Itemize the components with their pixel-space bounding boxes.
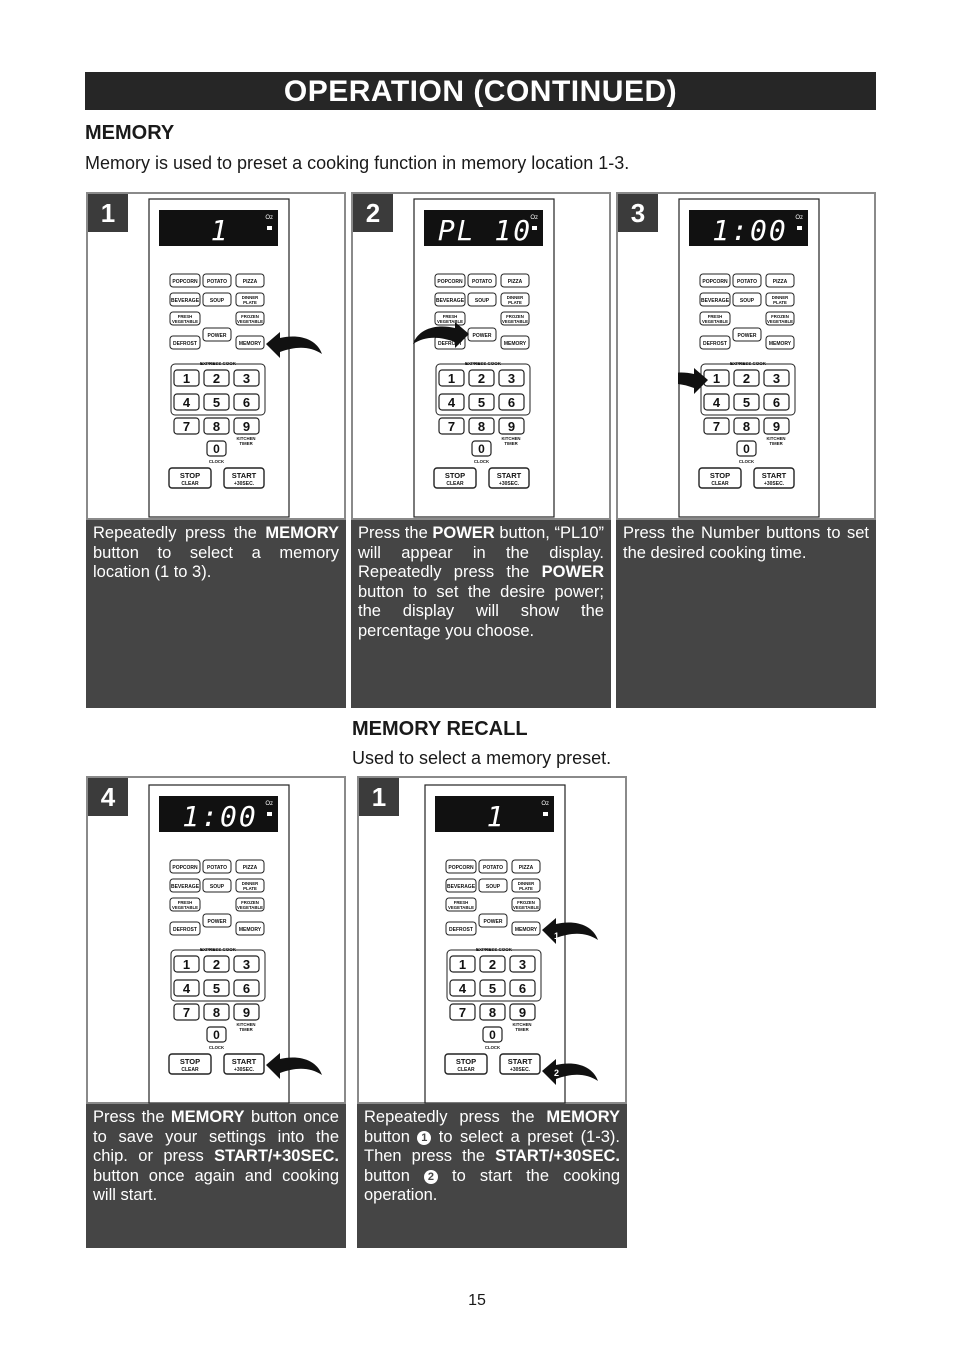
power-key-label: POWER bbox=[207, 919, 227, 925]
desc-text: to select a preset (1-3). Then press the bbox=[364, 1127, 620, 1165]
digit-key-label: 0 bbox=[213, 442, 220, 456]
digit-key-label: 7 bbox=[712, 419, 721, 434]
digit-key-label: 1 bbox=[182, 371, 191, 386]
kitchen-timer-label: TIMER bbox=[239, 441, 253, 446]
digit-key-label: 2 bbox=[488, 957, 497, 972]
memory-key-label: MEMORY bbox=[768, 341, 792, 347]
digit-key-label: 8 bbox=[212, 1005, 221, 1020]
fresh-vegetable-key-label: FRESH bbox=[442, 314, 458, 319]
step-2-panel bbox=[351, 192, 611, 520]
display-indicator-icon bbox=[267, 226, 272, 230]
desc-text: button bbox=[364, 1166, 424, 1185]
soup-key-label: SOUP bbox=[209, 298, 225, 304]
digit-key-label: 3 bbox=[242, 371, 251, 386]
page-title: OPERATION (CONTINUED) bbox=[85, 72, 876, 110]
control-panel-illustration bbox=[424, 784, 629, 1104]
digit-key-label: 2 bbox=[477, 371, 486, 386]
frozen-vegetable-key-label: VEGETABLE bbox=[767, 319, 793, 324]
dinner-plate-key-label: PLATE bbox=[519, 886, 533, 891]
desc-text: Press the bbox=[358, 524, 433, 542]
digit-key-label: 8 bbox=[477, 419, 486, 434]
kitchen-timer-label: KITCHEN bbox=[501, 436, 521, 441]
digit-key-label: 5 bbox=[212, 981, 221, 996]
digit-key-label: 4 bbox=[182, 395, 191, 410]
digit-key-label: 1 bbox=[447, 371, 456, 386]
control-panel-illustration bbox=[148, 784, 348, 1104]
marker-1-icon: 1 bbox=[417, 1131, 431, 1145]
digit-key-label: 5 bbox=[488, 981, 497, 996]
desc-keyword: POWER bbox=[541, 563, 604, 581]
frozen-vegetable-key-label: VEGETABLE bbox=[513, 905, 539, 910]
clock-label: CLOCK bbox=[484, 1045, 501, 1050]
power-key-label: POWER bbox=[207, 333, 227, 339]
dinner-plate-key-label: DINNER bbox=[241, 881, 259, 886]
power-key-label: POWER bbox=[472, 333, 492, 339]
digit-key-label: 2 bbox=[212, 371, 221, 386]
digit-key-label: 4 bbox=[712, 395, 721, 410]
desc-text: button to set the desire power; the display will show the percentage you choose. bbox=[358, 582, 604, 640]
start-label: START bbox=[231, 471, 257, 480]
memory-heading: MEMORY bbox=[85, 122, 175, 144]
desc-keyword: START/+30SEC. bbox=[495, 1147, 620, 1165]
potato-key-label: POTATO bbox=[472, 279, 492, 285]
display-unit: Oz bbox=[795, 215, 803, 221]
digit-key-label: 2 bbox=[742, 371, 751, 386]
clear-label: CLEAR bbox=[181, 481, 199, 487]
soup-key-label: SOUP bbox=[474, 298, 490, 304]
digit-key-label: 6 bbox=[242, 981, 251, 996]
start-label: START bbox=[507, 1057, 533, 1066]
desc-text: Repeatedly press the bbox=[364, 1108, 547, 1126]
clock-label: CLOCK bbox=[208, 459, 225, 464]
beverage-key-label: BEVERAGE bbox=[446, 884, 476, 890]
clock-label: CLOCK bbox=[473, 459, 490, 464]
display-readout: PL 10 bbox=[437, 214, 533, 247]
display-indicator-icon bbox=[797, 226, 802, 230]
digit-key-label: 1 bbox=[458, 957, 467, 972]
digit-key-label: 6 bbox=[507, 395, 516, 410]
digit-key-label: 0 bbox=[489, 1028, 496, 1042]
desc-text: to start the cooking operation. bbox=[364, 1166, 620, 1204]
beverage-key-label: BEVERAGE bbox=[700, 298, 730, 304]
digit-key-label: 2 bbox=[212, 957, 221, 972]
digit-key-label: 7 bbox=[447, 419, 456, 434]
kitchen-timer-label: KITCHEN bbox=[766, 436, 786, 441]
digit-key-label: 1 bbox=[712, 371, 721, 386]
desc-text: button to select a memory location (1 to 3). bbox=[93, 543, 339, 581]
page-number: 15 bbox=[468, 1292, 486, 1309]
defrost-key-label: DEFROST bbox=[173, 341, 197, 347]
beverage-key-label: BEVERAGE bbox=[170, 298, 200, 304]
digit-key-label: 6 bbox=[242, 395, 251, 410]
display-readout: 1:00 bbox=[182, 800, 258, 833]
stop-label: STOP bbox=[455, 1057, 477, 1066]
digit-key-label: 3 bbox=[518, 957, 527, 972]
fresh-vegetable-key-label: VEGETABLE bbox=[172, 319, 198, 324]
express-cook-label: EXPRESS COOK bbox=[199, 947, 237, 952]
stop-label: STOP bbox=[179, 1057, 201, 1066]
soup-key-label: SOUP bbox=[739, 298, 755, 304]
pizza-key-label: PIZZA bbox=[772, 279, 788, 285]
digit-key-label: 4 bbox=[447, 395, 456, 410]
control-panel bbox=[149, 199, 289, 517]
digit-key-label: 4 bbox=[458, 981, 467, 996]
popcorn-key-label: POPCORN bbox=[448, 865, 474, 871]
step-number: 2 bbox=[353, 194, 393, 232]
step-number: 3 bbox=[618, 194, 658, 232]
display-unit: Oz bbox=[265, 801, 273, 807]
digit-key-label: 9 bbox=[772, 419, 781, 434]
start-label: START bbox=[231, 1057, 257, 1066]
step-1-description bbox=[86, 520, 346, 708]
express-cook-label: EXPRESS COOK bbox=[729, 361, 767, 366]
control-panel-illustration bbox=[413, 198, 613, 518]
recall-step-1-description bbox=[357, 1104, 627, 1248]
clear-label: CLEAR bbox=[711, 481, 729, 487]
stop-label: STOP bbox=[179, 471, 201, 480]
desc-keyword: MEMORY bbox=[265, 524, 339, 542]
memory-intro: Memory is used to preset a cooking function in memory location 1-3. bbox=[85, 153, 630, 173]
start-sub-label: +30SEC. bbox=[509, 1067, 531, 1073]
display-readout: 1 bbox=[210, 214, 230, 247]
memory-key-label: MEMORY bbox=[503, 341, 527, 347]
control-panel-illustration bbox=[678, 198, 878, 518]
marker-1-label: 1 bbox=[554, 931, 560, 941]
frozen-vegetable-key-label: VEGETABLE bbox=[502, 319, 528, 324]
dinner-plate-key-label: PLATE bbox=[508, 300, 522, 305]
potato-key-label: POTATO bbox=[737, 279, 757, 285]
step-1-panel bbox=[86, 192, 346, 520]
display-readout: 1 bbox=[486, 800, 506, 833]
desc-text: Repeatedly press the bbox=[93, 524, 266, 542]
soup-key-label: SOUP bbox=[209, 884, 225, 890]
desc-keyword: MEMORY bbox=[546, 1108, 620, 1126]
fresh-vegetable-key-label: FRESH bbox=[177, 314, 193, 319]
digit-key-label: 8 bbox=[742, 419, 751, 434]
frozen-vegetable-key-label: FROZEN bbox=[241, 900, 259, 905]
power-key-label: POWER bbox=[737, 333, 757, 339]
pizza-key-label: PIZZA bbox=[518, 865, 534, 871]
express-cook-label: EXPRESS COOK bbox=[199, 361, 237, 366]
fresh-vegetable-key-label: VEGETABLE bbox=[172, 905, 198, 910]
defrost-key-label: DEFROST bbox=[703, 341, 727, 347]
desc-keyword: POWER bbox=[432, 524, 495, 542]
frozen-vegetable-key-label: VEGETABLE bbox=[237, 319, 263, 324]
desc-text: Press the bbox=[93, 1108, 171, 1126]
desc-text: button, “PL10” will appear in the display. Repeatedly press the bbox=[358, 524, 604, 581]
digit-key-label: 9 bbox=[507, 419, 516, 434]
potato-key-label: POTATO bbox=[207, 865, 227, 871]
clock-label: CLOCK bbox=[208, 1045, 225, 1050]
marker-2-label: 2 bbox=[554, 1068, 560, 1078]
fresh-vegetable-key-label: FRESH bbox=[707, 314, 723, 319]
defrost-key-label: DEFROST bbox=[173, 927, 197, 933]
display-indicator-icon bbox=[543, 812, 548, 816]
digit-key-label: 7 bbox=[182, 1005, 191, 1020]
popcorn-key-label: POPCORN bbox=[172, 865, 198, 871]
clear-label: CLEAR bbox=[446, 481, 464, 487]
beverage-key-label: BEVERAGE bbox=[435, 298, 465, 304]
start-sub-label: +30SEC. bbox=[763, 481, 785, 487]
memory-key-label: MEMORY bbox=[514, 927, 538, 933]
frozen-vegetable-key-label: VEGETABLE bbox=[237, 905, 263, 910]
step-number: 1 bbox=[359, 778, 399, 816]
desc-text: Press the Number buttons to set the desired cooking time. bbox=[623, 524, 869, 562]
kitchen-timer-label: KITCHEN bbox=[236, 436, 256, 441]
fresh-vegetable-key-label: VEGETABLE bbox=[448, 905, 474, 910]
kitchen-timer-label: KITCHEN bbox=[236, 1022, 256, 1027]
control-panel bbox=[414, 199, 554, 517]
express-cook-label: EXPRESS COOK bbox=[475, 947, 513, 952]
dinner-plate-key-label: PLATE bbox=[243, 300, 257, 305]
defrost-key-label: DEFROST bbox=[438, 341, 462, 347]
kitchen-timer-label: TIMER bbox=[504, 441, 518, 446]
dinner-plate-key-label: DINNER bbox=[506, 295, 524, 300]
frozen-vegetable-key-label: FROZEN bbox=[517, 900, 535, 905]
digit-key-label: 3 bbox=[772, 371, 781, 386]
stop-label: STOP bbox=[444, 471, 466, 480]
step-4-description bbox=[86, 1104, 346, 1248]
start-sub-label: +30SEC. bbox=[233, 1067, 255, 1073]
digit-key-label: 1 bbox=[182, 957, 191, 972]
marker-2-icon: 2 bbox=[424, 1170, 438, 1184]
step-number: 4 bbox=[88, 778, 128, 816]
digit-key-label: 5 bbox=[477, 395, 486, 410]
recall-step-1-panel bbox=[357, 776, 627, 1104]
clear-label: CLEAR bbox=[181, 1067, 199, 1073]
fresh-vegetable-key-label: FRESH bbox=[453, 900, 469, 905]
potato-key-label: POTATO bbox=[207, 279, 227, 285]
start-sub-label: +30SEC. bbox=[498, 481, 520, 487]
step-3-description bbox=[616, 520, 876, 708]
control-panel-illustration bbox=[148, 198, 348, 518]
digit-key-label: 5 bbox=[212, 395, 221, 410]
display-unit: Oz bbox=[541, 801, 549, 807]
display-unit: Oz bbox=[265, 215, 273, 221]
dinner-plate-key-label: PLATE bbox=[243, 886, 257, 891]
step-2-description bbox=[351, 520, 611, 708]
control-panel bbox=[425, 785, 565, 1103]
potato-key-label: POTATO bbox=[483, 865, 503, 871]
digit-key-label: 7 bbox=[458, 1005, 467, 1020]
digit-key-label: 8 bbox=[488, 1005, 497, 1020]
dinner-plate-key-label: DINNER bbox=[241, 295, 259, 300]
start-label: START bbox=[496, 471, 522, 480]
digit-key-label: 0 bbox=[478, 442, 485, 456]
kitchen-timer-label: TIMER bbox=[769, 441, 783, 446]
express-cook-label: EXPRESS COOK bbox=[464, 361, 502, 366]
digit-key-label: 9 bbox=[242, 1005, 251, 1020]
start-sub-label: +30SEC. bbox=[233, 481, 255, 487]
fresh-vegetable-key-label: FRESH bbox=[177, 900, 193, 905]
digit-key-label: 3 bbox=[507, 371, 516, 386]
digit-key-label: 6 bbox=[772, 395, 781, 410]
desc-keyword: START/+30SEC. bbox=[214, 1147, 339, 1165]
popcorn-key-label: POPCORN bbox=[702, 279, 728, 285]
kitchen-timer-label: KITCHEN bbox=[512, 1022, 532, 1027]
beverage-key-label: BEVERAGE bbox=[170, 884, 200, 890]
stop-label: STOP bbox=[709, 471, 731, 480]
fresh-vegetable-key-label: VEGETABLE bbox=[702, 319, 728, 324]
memory-recall-intro: Used to select a memory preset. bbox=[352, 748, 612, 768]
step-4-panel bbox=[86, 776, 346, 1104]
digit-key-label: 8 bbox=[212, 419, 221, 434]
dinner-plate-key-label: DINNER bbox=[771, 295, 789, 300]
display-readout: 1:00 bbox=[712, 214, 788, 247]
start-label: START bbox=[761, 471, 787, 480]
memory-key-label: MEMORY bbox=[238, 927, 262, 933]
kitchen-timer-label: TIMER bbox=[515, 1027, 529, 1032]
digit-key-label: 7 bbox=[182, 419, 191, 434]
power-key-label: POWER bbox=[483, 919, 503, 925]
pizza-key-label: PIZZA bbox=[242, 279, 258, 285]
digit-key-label: 9 bbox=[242, 419, 251, 434]
defrost-key-label: DEFROST bbox=[449, 927, 473, 933]
digit-key-label: 4 bbox=[182, 981, 191, 996]
digit-key-label: 0 bbox=[743, 442, 750, 456]
step-3-panel bbox=[616, 192, 876, 520]
pizza-key-label: PIZZA bbox=[242, 865, 258, 871]
dinner-plate-key-label: PLATE bbox=[773, 300, 787, 305]
soup-key-label: SOUP bbox=[485, 884, 501, 890]
pizza-key-label: PIZZA bbox=[507, 279, 523, 285]
frozen-vegetable-key-label: FROZEN bbox=[506, 314, 524, 319]
control-panel bbox=[149, 785, 289, 1103]
memory-key-label: MEMORY bbox=[238, 341, 262, 347]
step-number: 1 bbox=[88, 194, 128, 232]
fresh-vegetable-key-label: VEGETABLE bbox=[437, 319, 463, 324]
display-indicator-icon bbox=[532, 226, 537, 230]
popcorn-key-label: POPCORN bbox=[172, 279, 198, 285]
desc-keyword: MEMORY bbox=[170, 1108, 245, 1126]
digit-key-label: 5 bbox=[742, 395, 751, 410]
frozen-vegetable-key-label: FROZEN bbox=[771, 314, 789, 319]
popcorn-key-label: POPCORN bbox=[437, 279, 463, 285]
clear-label: CLEAR bbox=[457, 1067, 475, 1073]
digit-key-label: 9 bbox=[518, 1005, 527, 1020]
memory-recall-heading: MEMORY RECALL bbox=[352, 718, 528, 740]
desc-text: button once to save your settings into the chip. or press bbox=[93, 1108, 339, 1165]
digit-key-label: 0 bbox=[213, 1028, 220, 1042]
dinner-plate-key-label: DINNER bbox=[517, 881, 535, 886]
display-indicator-icon bbox=[267, 812, 272, 816]
frozen-vegetable-key-label: FROZEN bbox=[241, 314, 259, 319]
desc-text: button once again and cooking will start. bbox=[93, 1166, 339, 1204]
digit-key-label: 6 bbox=[518, 981, 527, 996]
kitchen-timer-label: TIMER bbox=[239, 1027, 253, 1032]
digit-key-label: 3 bbox=[242, 957, 251, 972]
clock-label: CLOCK bbox=[738, 459, 755, 464]
control-panel bbox=[679, 199, 819, 517]
desc-text: button bbox=[364, 1127, 418, 1146]
display-unit: Oz bbox=[530, 215, 538, 221]
